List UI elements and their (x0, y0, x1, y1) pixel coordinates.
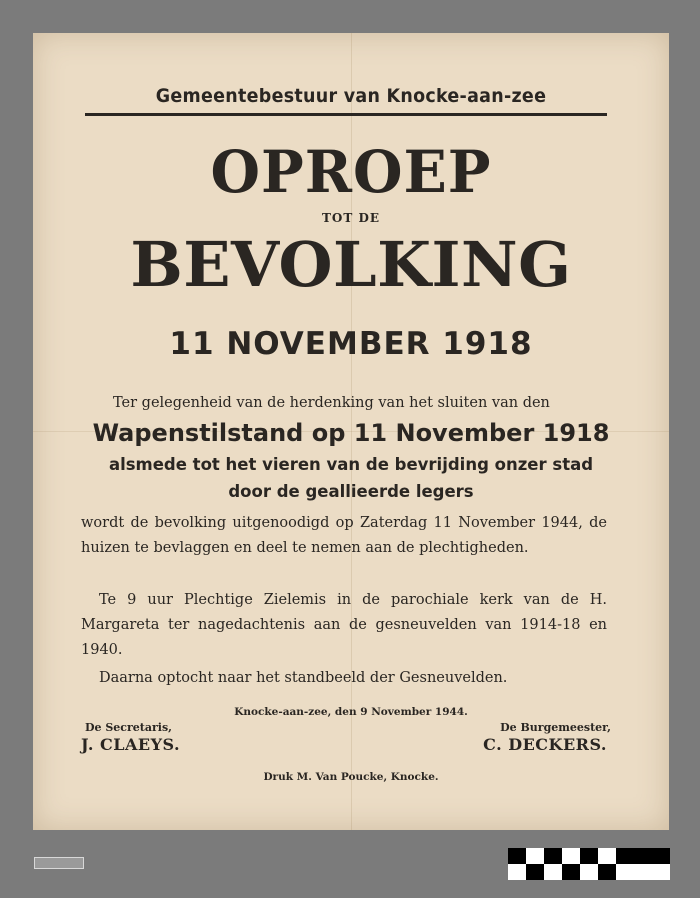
secretary-name: J. CLAEYS. (81, 735, 181, 754)
colorbar-solid (634, 848, 670, 864)
dateline: Knocke-aan-zee, den 9 November 1944. (234, 706, 468, 718)
colorbar-cell (598, 864, 616, 880)
authority-heading: Gemeentebestuur van Knocke-aan-zee (155, 85, 547, 107)
commemoration-date: 11 NOVEMBER 1918 (169, 326, 533, 362)
heading-rule (85, 113, 607, 116)
armistice-line: Wapenstilstand op 11 November 1918 (92, 419, 610, 447)
mayor-title: De Burgemeester, (500, 721, 611, 734)
colorbar-cell (508, 848, 526, 864)
liberation-line: alsmede tot het vieren van de bevrijding onzer stad (108, 455, 594, 474)
procession-paragraph: Daarna optocht naar het standbeeld der Gesneuvelden. (99, 670, 508, 686)
intro-paragraph: Ter gelegenheid van de herdenking van het sluiten van den (113, 395, 550, 411)
mass-paragraph: Te 9 uur Plechtige Zielemis in de parochiale kerk van de H. Margareta ter nagedachtenis aan de gesneuvelden van 1914-18 en 1940. (81, 592, 607, 658)
calibration-colorbar (508, 848, 670, 880)
headline-bevolking: BEVOLKING (130, 228, 572, 301)
colorbar-cell (526, 864, 544, 880)
headline-oproep: OPROEP (210, 138, 492, 206)
colorbar-cell (544, 848, 562, 864)
colorbar-cell (508, 864, 526, 880)
colorbar-cell (616, 848, 634, 864)
colorbar-cell (580, 848, 598, 864)
colorbar-cell (616, 864, 634, 880)
colorbar-cell (598, 848, 616, 864)
secretary-title: De Secretaris, (85, 721, 173, 734)
mayor-name: C. DECKERS. (483, 735, 607, 754)
colorbar-row-bottom (508, 864, 670, 880)
colorbar-cell (562, 864, 580, 880)
colorbar-cell (526, 848, 544, 864)
allied-armies-line: door de geallieerde legers (228, 482, 474, 501)
colorbar-row-top (508, 848, 670, 864)
printer-imprint: Druk M. Van Poucke, Knocke. (263, 771, 439, 783)
colorbar-cell (580, 864, 598, 880)
poster-sheet (33, 33, 669, 830)
colorbar-cell (544, 864, 562, 880)
colorbar-blank (634, 864, 670, 880)
headline-connector: TOT DE (321, 211, 381, 225)
invitation-paragraph: wordt de bevolking uitgenoodigd op Zaterdag 11 November 1944, de huizen te bevlaggen en deel te nemen aan de plechtigheden. (81, 515, 607, 556)
archive-label-strip (34, 857, 84, 869)
colorbar-cell (562, 848, 580, 864)
